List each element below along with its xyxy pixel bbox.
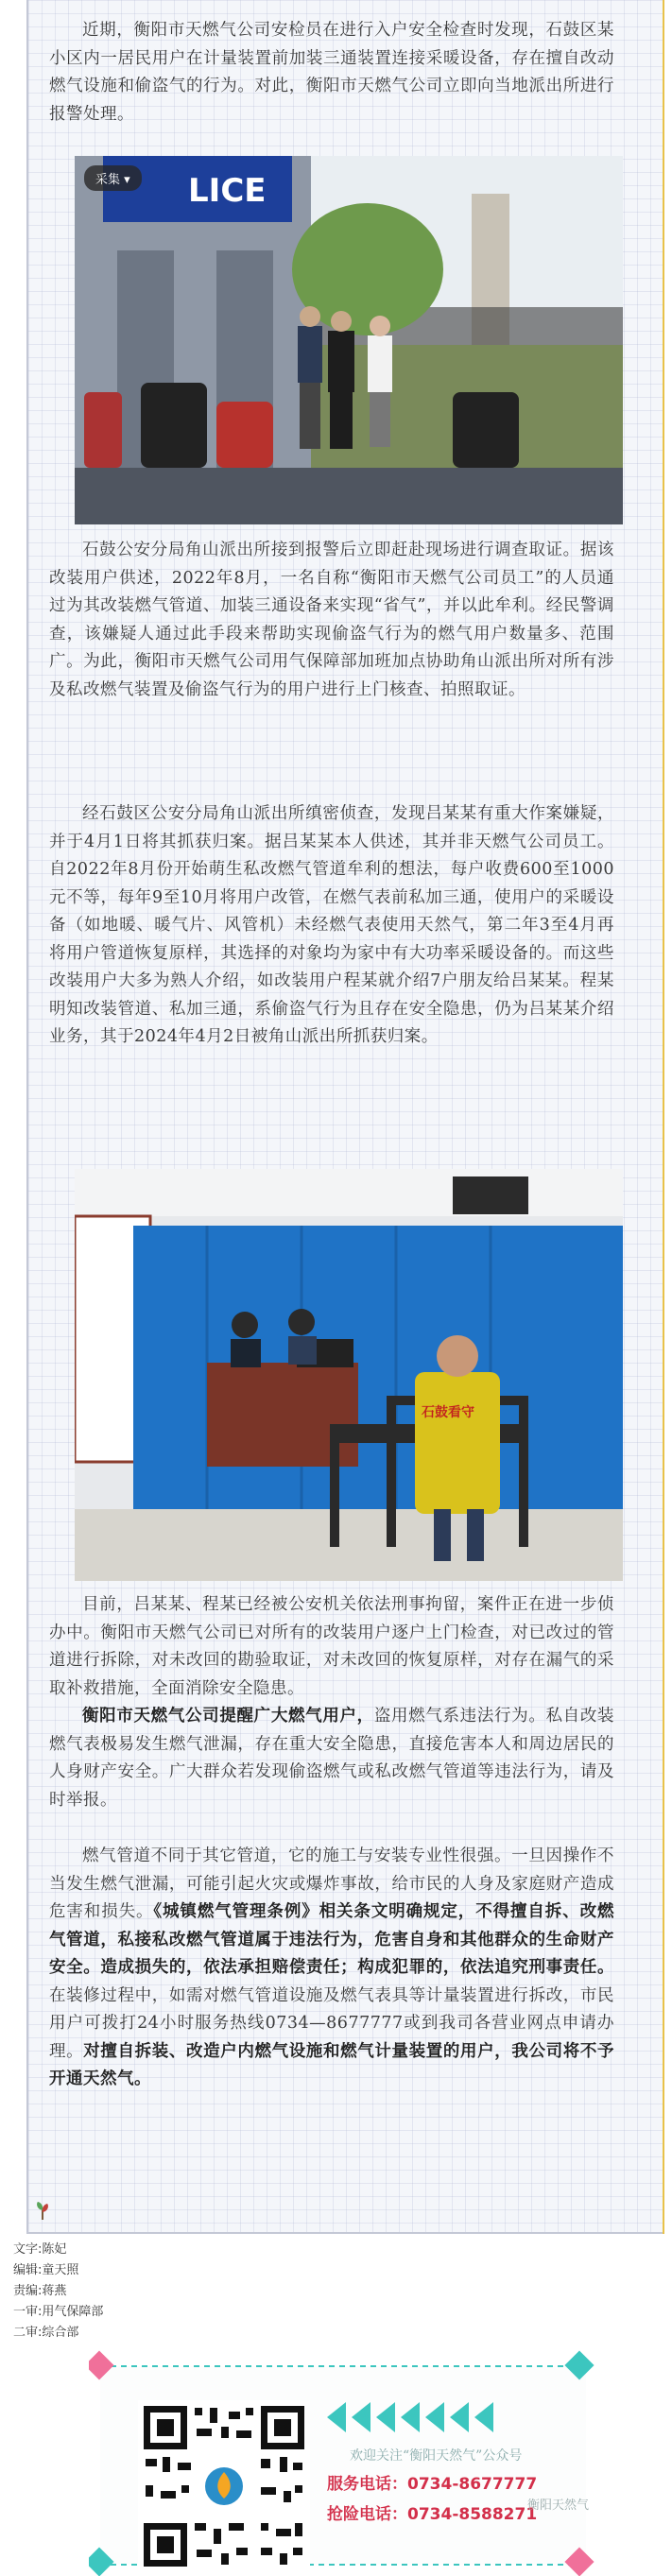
paragraph-4: 目前，吕某某、程某已经被公安机关依法刑事拘留，案件正在进一步侦办中。衡阳市天燃气公司已对所有的改装用户逐户上门检查，对已改过的管道进行拆除，对未改回的勘验取证，对未改回的恢复原样，对存在漏气的采取补救措施，全面消除安全隐患。: [49, 1595, 614, 1698]
paragraph-5: [49, 1703, 614, 1814]
credits-block: [13, 2240, 103, 2344]
service-phone-line: [327, 2470, 537, 2494]
regulation-text: 《城镇燃气管理条例》相关条文明确规定，不得擅自拆、改燃气管道，私接私改燃气管道属于违法行为，危害自身和其他群众的生命财产安全。造成损失的，依法承担赔偿责任；构成犯罪的，依法追究刑事责任。: [49, 1902, 614, 1977]
police-sign-text: LICE: [188, 172, 267, 210]
warning-text: 对擅自拆装、改造户内燃气设施和燃气计量装置的用户，我公司将不予开通天然气。: [49, 2041, 614, 2088]
qr-code-image: [138, 2400, 310, 2572]
card-bottom-border: [28, 2232, 663, 2234]
decorative-triangles: [327, 2398, 526, 2436]
paragraph-1: 近期，衡阳市天燃气公司安检员在进行入户安全检查时发现，石鼓区某小区内一居民用户在计量装置前加装三通装置连接采暖设备，存在擅自改动燃气设施和偷盗气的行为。对此，衡阳市天燃气公司立即向当地派出所进行报警处理。: [49, 21, 614, 124]
reminder-lead: 衡阳市天燃气公司提醒广大燃气用户，: [82, 1707, 374, 1726]
service-phone-number[interactable]: 0734-8677777: [407, 2475, 538, 2494]
vest-text: 石鼓看守: [422, 1405, 474, 1420]
qr-code[interactable]: [138, 2400, 310, 2572]
emergency-phone-line: [327, 2500, 537, 2524]
service-text: 在装修过程中，如需对燃气管道设施及燃气表具等计量装置进行拆改，市民用户可拨打24小时服务热线0734—8677777或到我司各营业网点申请办理。: [49, 1985, 614, 2061]
credit-chief-editor: 责编:蒋燕: [13, 2284, 67, 2298]
emergency-phone-label: 抢险电话：: [327, 2505, 407, 2524]
credit-writer: 文字:陈妃: [13, 2242, 67, 2257]
interrogation-room-photo: [75, 1169, 623, 1581]
paragraph-6: [49, 1843, 614, 2094]
credit-first-review: 一审:用气保障部: [13, 2305, 104, 2319]
plant-icon: [34, 2200, 51, 2221]
follow-welcome-text: 欢迎关注“衡阳天然气”公众号: [350, 2448, 523, 2464]
pipeline-intro: 燃气管道不同于其它管道，它的施工与安装专业性很强。一旦因操作不当发生燃气泄漏，可能引起火灾或爆炸事故，给市民的人身及家庭财产造成危害和损失。: [49, 1846, 614, 1921]
watermark: 衡阳天然气: [527, 2499, 590, 2513]
interrogation-room-illustration: [75, 1169, 623, 1581]
paragraph-2: 石鼓公安分局角山派出所接到报警后立即赶赴现场进行调查取证。据该改装用户供述，2022年8月，一名自称“衡阳市天燃气公司员工”的人员通过为其改装燃气管道、加装三通设备来实现“省气”，并以此牟利。经民警调查，该嫌疑人通过此手段来帮助实现偷盗气行为的燃气用户数量多、范围广。为此，衡阳市天燃气公司用气保障部加班加点协助角山派出所对所有涉及私改燃气装置及偷盗气行为的用户进行上门核查、拍照取证。: [49, 541, 614, 699]
paragraph-3: 经石鼓区公安分局角山派出所缜密侦查，发现吕某某有重大作案嫌疑，并于4月1日将其抓获归案。据吕某某本人供述，其并非天燃气公司员工。自2022年8月份开始萌生私改燃气管道牟利的想法，每户收费600至1000元不等，每年9至10月将用户改管，在燃气表前私加三通，使用户的采暖设备（如地暖、暖气片、风管机）未经燃气表使用天然气，第二年3至4月再将用户管道恢复原样，其选择的对象均为家中有大功率采暖设备的。而这些改装用户大多为熟人介绍，如改装用户程某就介绍7户朋友给吕某某。程某明知改装管道、私加三通，系偷盗气行为且存在安全隐患，仍为吕某某介绍业务，其于2024年4月2日被角山派出所抓获归案。: [49, 804, 614, 1046]
collect-button[interactable]: 采集 ▾: [84, 165, 142, 191]
service-phone-label: 服务电话：: [327, 2475, 407, 2494]
credit-editor: 编辑:童天照: [13, 2263, 79, 2277]
credit-second-review: 二审:综合部: [13, 2326, 79, 2340]
emergency-phone-number[interactable]: 0734-8588271: [407, 2505, 538, 2524]
reminder-text: 盗用燃气系违法行为。私自改装燃气表极易发生燃气泄漏，存在重大安全隐患，直接危害本人和周边居民的人身财产安全。广大群众若发现偷盗燃气或私改燃气管道等违法行为，请及时举报。: [49, 1707, 615, 1810]
police-station-illustration: [75, 156, 623, 524]
police-station-photo: [75, 156, 623, 524]
